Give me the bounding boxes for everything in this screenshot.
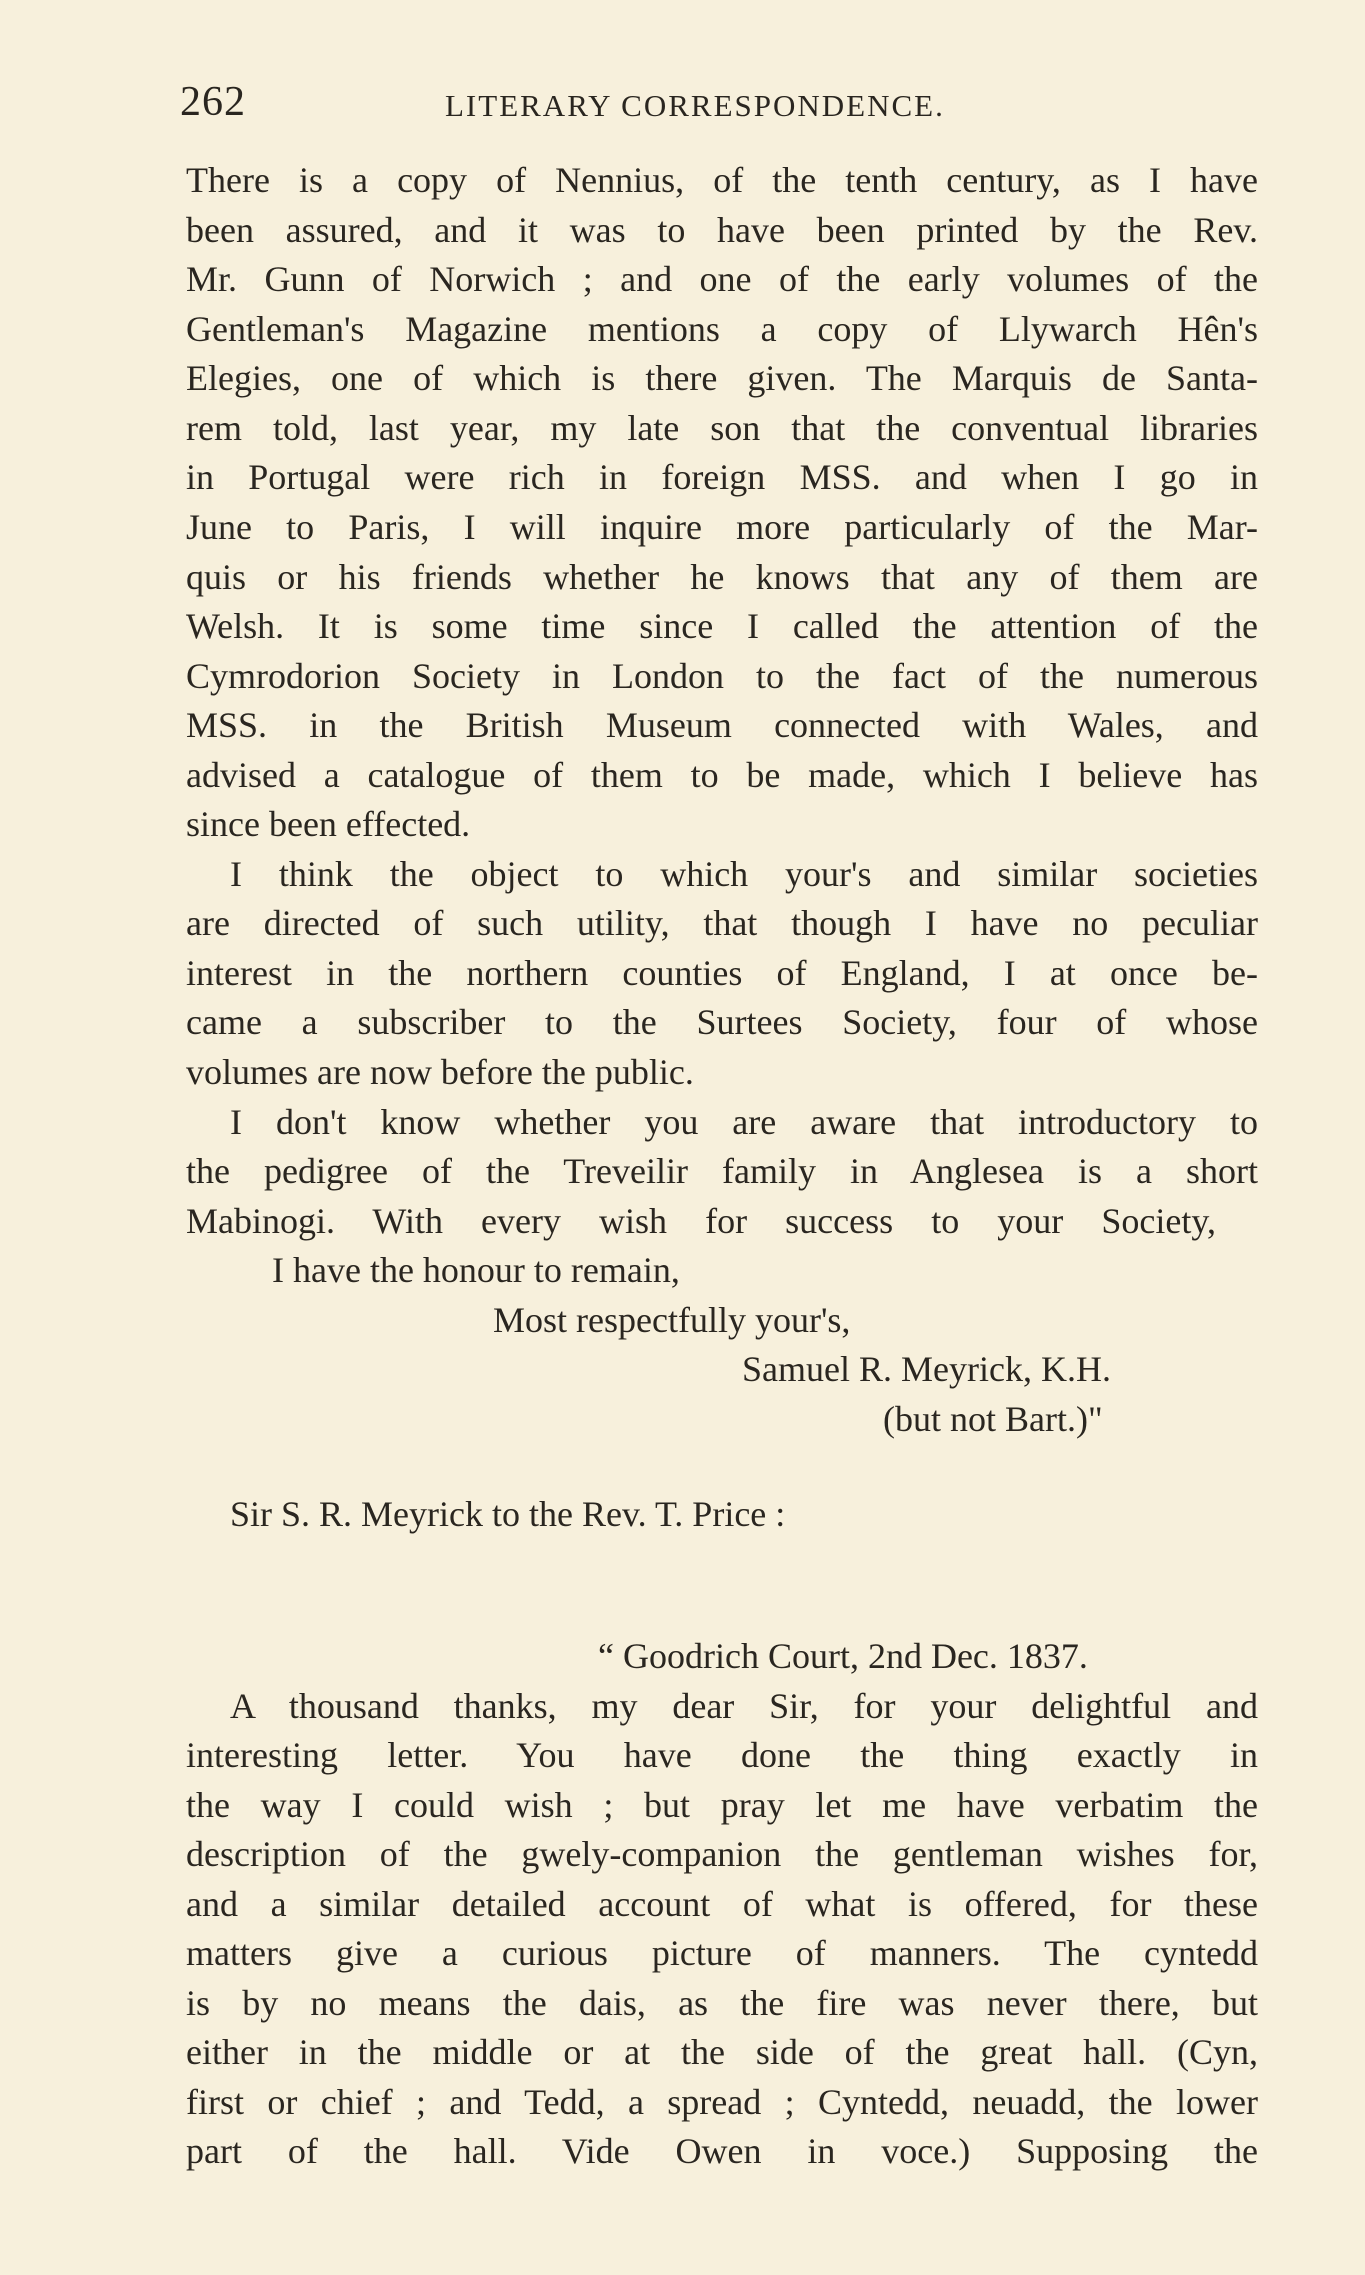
text-line: first or chief ; and Tedd, a spread ; Cyntedd, neuadd, the lower <box>186 2082 1258 2122</box>
text-line: June to Paris, I will inquire more particularly of the Mar- <box>186 507 1258 547</box>
text-line: Elegies, one of which is there given. The Marquis de Santa- <box>186 358 1258 398</box>
text-line: There is a copy of Nennius, of the tenth century, as I have <box>186 160 1258 200</box>
text-line: volumes are now before the public. <box>186 1052 694 1092</box>
text-line: interest in the northern counties of England, I at once be- <box>186 953 1258 993</box>
text-line: matters give a curious picture of manners. The cyntedd <box>186 1933 1258 1973</box>
text-line: advised a catalogue of them to be made, which I believe has <box>186 755 1258 795</box>
signature-note: (but not Bart.)" <box>883 1399 1103 1439</box>
text-line: came a subscriber to the Surtees Society, four of whose <box>186 1002 1258 1042</box>
closing-line: I have the honour to remain, <box>272 1250 680 1290</box>
text-line: Cymrodorion Society in London to the fact of the numerous <box>186 656 1258 696</box>
text-line: MSS. in the British Museum connected with Wales, and <box>186 705 1258 745</box>
closing-line: Most respectfully your's, <box>493 1300 851 1340</box>
text-line: since been effected. <box>186 804 471 844</box>
letter-dateline: “ Goodrich Court, 2nd Dec. 1837. <box>598 1636 1088 1676</box>
text-line: interesting letter. You have done the thing exactly in <box>186 1735 1258 1775</box>
text-line: quis or his friends whether he knows that any of them are <box>186 557 1258 597</box>
text-line: been assured, and it was to have been printed by the Rev. <box>186 210 1258 250</box>
text-line: the way I could wish ; but pray let me have verbatim the <box>186 1785 1258 1825</box>
text-line: I think the object to which your's and similar societies <box>230 854 1258 894</box>
page-number: 262 <box>180 79 246 125</box>
text-line: rem told, last year, my late son that the conventual libraries <box>186 408 1258 448</box>
letter-heading: Sir S. R. Meyrick to the Rev. T. Price : <box>230 1494 786 1534</box>
text-line: the pedigree of the Treveilir family in Anglesea is a short <box>186 1151 1258 1191</box>
text-line: I don't know whether you are aware that introductory to <box>230 1102 1258 1142</box>
text-line: and a similar detailed account of what is offered, for these <box>186 1884 1258 1924</box>
text-line: are directed of such utility, that though I have no peculiar <box>186 903 1258 943</box>
text-line: Mabinogi. With every wish for success to your Society, <box>186 1201 1216 1241</box>
signature: Samuel R. Meyrick, K.H. <box>742 1349 1111 1389</box>
text-line: in Portugal were rich in foreign MSS. and when I go in <box>186 457 1258 497</box>
running-title: LITERARY CORRESPONDENCE. <box>445 88 945 123</box>
text-line: description of the gwely-companion the gentleman wishes for, <box>186 1834 1258 1874</box>
text-line: is by no means the dais, as the fire was never there, but <box>186 1983 1258 2023</box>
text-line: Welsh. It is some time since I called the attention of the <box>186 606 1258 646</box>
text-line: Mr. Gunn of Norwich ; and one of the early volumes of the <box>186 259 1258 299</box>
page-header <box>180 78 1260 138</box>
text-line: either in the middle or at the side of the great hall. (Cyn, <box>186 2032 1258 2072</box>
text-line: A thousand thanks, my dear Sir, for your delightful and <box>230 1686 1258 1726</box>
text-line: part of the hall. Vide Owen in voce.) Supposing the <box>186 2131 1258 2171</box>
text-line: Gentleman's Magazine mentions a copy of Llywarch Hên's <box>186 309 1258 349</box>
